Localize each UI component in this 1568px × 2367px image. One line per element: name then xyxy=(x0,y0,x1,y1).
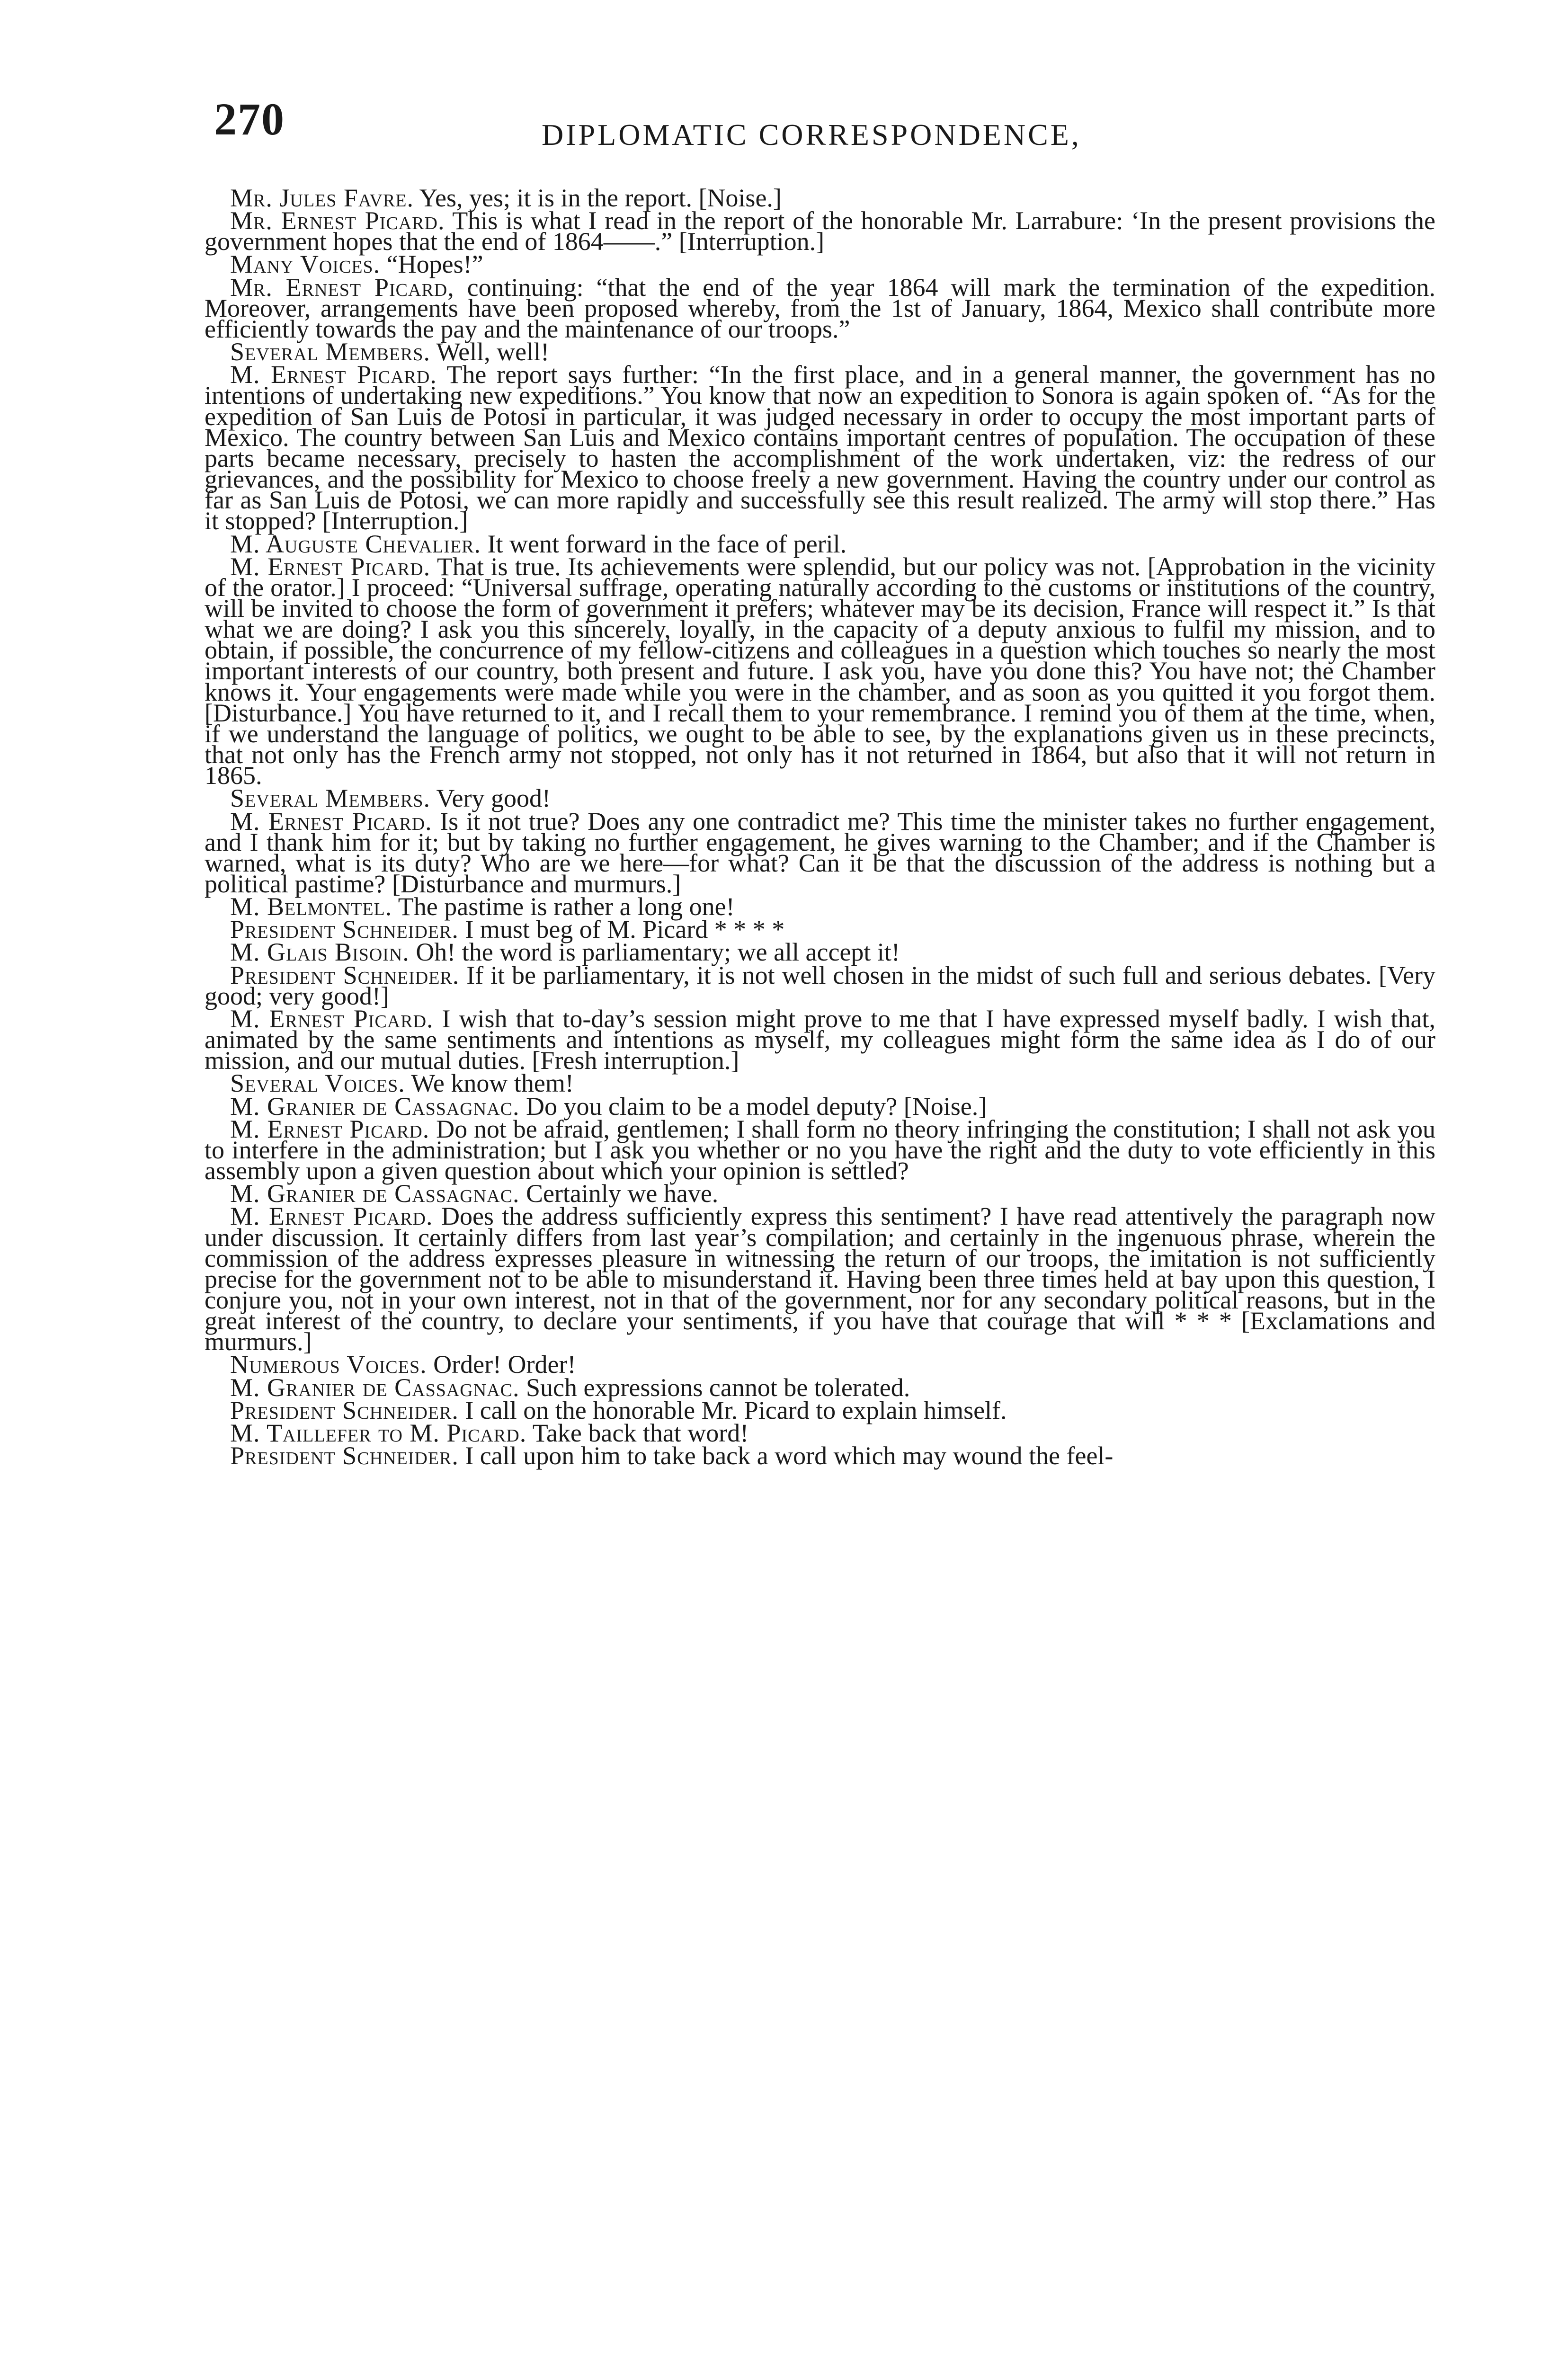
speaker-name: M. Ernest Picard. xyxy=(230,1004,434,1033)
paragraph-text: Certainly we have. xyxy=(526,1179,719,1208)
speaker-name: M. Taillefer to M. Picard. xyxy=(230,1418,527,1447)
speaker-name: M. Belmontel. xyxy=(230,892,392,921)
paragraph xyxy=(205,1350,1435,1379)
paragraph-text: Yes, yes; it is in the report. [Noise.] xyxy=(419,184,782,212)
speaker-name: M. Granier de Cassagnac. xyxy=(230,1179,520,1208)
paragraph xyxy=(205,807,1436,898)
paragraph xyxy=(205,1114,1436,1185)
speaker-name: M. Auguste Chevalier. xyxy=(230,529,481,558)
paragraph-text: I call upon him to take back a word which may wound the feel- xyxy=(465,1442,1114,1470)
paragraph-text: We know them! xyxy=(411,1069,574,1098)
speaker-name: Mr. Jules Favre. xyxy=(230,184,414,212)
paragraph xyxy=(205,1179,1435,1208)
speaker-name: M. Ernest Picard. xyxy=(230,1114,430,1143)
paragraph xyxy=(205,1373,1435,1402)
paragraph-text: Take back that word! xyxy=(532,1418,749,1447)
paragraph xyxy=(205,938,1435,967)
paragraph xyxy=(205,915,1435,944)
paragraph-text: Oh! the word is parliamentary; we all accept it! xyxy=(416,938,900,967)
paragraph-text: continuing: “that the end of the year 1864 will mark the termination of the expedition. Moreover, arrangements have been proposed whereby, from the 1st of January, 1864, Mexico shall contribute more efficiently towards the pay and the maintenance of our troops.” xyxy=(205,273,1435,343)
speaker-name: M. Glais Bisoin. xyxy=(230,938,410,967)
page-header xyxy=(214,93,1431,154)
paragraph xyxy=(205,552,1435,790)
paragraph xyxy=(205,1396,1435,1424)
paragraph-text: Order! Order! xyxy=(433,1350,576,1379)
paragraph-text: I call on the honorable Mr. Picard to explain himself. xyxy=(465,1396,1007,1424)
speaker-name: Many Voices. xyxy=(230,250,381,279)
paragraph xyxy=(205,1004,1436,1075)
body-text xyxy=(205,184,1436,1470)
paragraph xyxy=(205,961,1435,1010)
paragraph xyxy=(205,206,1435,256)
paragraph-text: I wish that to-day’s session might prove to me that I have expressed myself badly. I wish that, animated by the same sentiments and intentions as myself, my colleagues might form the same idea as I do of our mission, and our mutual duties. [Fresh interruption.] xyxy=(205,1004,1436,1075)
speaker-name: Several Members. xyxy=(230,338,430,366)
paragraph-text: Such expressions cannot be tolerated. xyxy=(526,1373,910,1402)
speaker-name: Numerous Voices. xyxy=(230,1350,427,1379)
paragraph-text: I must beg of M. Picard * * * * xyxy=(465,915,785,944)
paragraph-text: This is what I read in the report of the honorable Mr. Larrabure: ‘In the present provisions the government hopes that the end of 1864——.” [Interruption.] xyxy=(205,206,1435,256)
paragraph xyxy=(205,892,1435,921)
speaker-name: Mr. Ernest Picard. xyxy=(230,206,445,235)
speaker-name: M. Ernest Picard. xyxy=(230,552,431,581)
page-number: 270 xyxy=(214,94,285,144)
paragraph xyxy=(205,273,1435,343)
paragraph-text: Do not be afraid, gentlemen; I shall form no theory infringing the constitution; I shall not ask you to interfere in the administration; but I ask you whether or no you have the right and the duty to vote efficiently in this assembly upon a given question about which your opinion is settled? xyxy=(205,1114,1436,1185)
paragraph-text: Well, well! xyxy=(436,338,550,366)
paragraph xyxy=(205,1418,1435,1447)
paragraph xyxy=(205,1092,1435,1121)
paragraph xyxy=(205,360,1435,535)
paragraph-text: Very good! xyxy=(436,784,551,813)
paragraph xyxy=(205,1202,1436,1356)
speaker-name: President Schneider. xyxy=(230,1396,459,1424)
speaker-name: President Schneider. xyxy=(230,1442,459,1470)
speaker-name: Several Voices. xyxy=(230,1069,405,1098)
paragraph xyxy=(205,1442,1435,1470)
paragraph-text: Is it not true? Does any one contradict me? This time the minister takes no further engagement, and I thank him for it; but by taking no further engagement, he gives warning to the Chamber; and if the Chamber is warned, what is its duty? Who are we here—for what? Can it be that the discussion of the address is nothing but a political pastime? [Disturbance and murmurs.] xyxy=(205,807,1436,898)
paragraph-text: If it be parliamentary, it is not well chosen in the midst of such full and serious debates. [Very good; very good!] xyxy=(205,961,1435,1010)
speaker-name: President Schneider. xyxy=(230,961,460,989)
speaker-name: Several Members. xyxy=(230,784,430,813)
running-title: DIPLOMATIC CORRESPONDENCE, xyxy=(542,118,1081,151)
paragraph-text: The report says further: “In the first place, and in a general manner, the government has no intentions of undertaking new expeditions.” You know that now an expedition to Sonora is again spoken of. “As for the expedition of San Luis de Potosi in particular, it was judged necessary in order to occupy the most important parts of Mexico. The country between San Luis and Mexico contains important centres of population. The occupation of these parts became necessary, precisely to hasten the accomplishment of the work undertaken, viz: the redress of our grievances, and the possibility for Mexico to choose freely a new government. Having the country under our control as far as San Luis de Potosi, we can more rapidly and successfully see this result realized. The army will stop there.” Has it stopped? [Interruption.] xyxy=(205,360,1435,535)
paragraph xyxy=(205,784,1435,813)
paragraph-text: “Hopes!” xyxy=(386,250,483,279)
paragraph-text: Does the address sufficiently express this sentiment? I have read attentively the paragraph now under discussion. It certainly differs from last year’s compilation; and certainly in the ingenuous phrase, wherein the commission of the address expresses pleasure in witnessing the return of our troops, the imitation is not sufficiently precise for the government not to be able to misunderstand it. Having been three times held at bay upon this question, I conjure you, not in your own interest, not in that of the government, nor for any secondary political reasons, but in the great interest of the country, to declare your sentiments, if you have that courage that will * * * [Exclamations and murmurs.] xyxy=(205,1202,1436,1356)
paragraph xyxy=(205,338,1435,366)
paragraph-text: Do you claim to be a model deputy? [Noise.] xyxy=(526,1092,987,1121)
speaker-name: M. Granier de Cassagnac. xyxy=(230,1092,520,1121)
speaker-name: Mr. Ernest Picard, xyxy=(230,273,454,302)
speaker-name: M. Ernest Picard. xyxy=(230,807,432,836)
speaker-name: M. Ernest Picard. xyxy=(230,360,437,389)
paragraph-text: The pastime is rather a long one! xyxy=(398,892,735,921)
speaker-name: President Schneider. xyxy=(230,915,459,944)
speaker-name: M. Granier de Cassagnac. xyxy=(230,1373,520,1402)
paragraph xyxy=(205,1069,1435,1098)
paragraph xyxy=(205,529,1435,558)
paragraph xyxy=(205,250,1435,279)
paragraph xyxy=(205,184,1435,212)
paragraph-text: It went forward in the face of peril. xyxy=(487,529,847,558)
speaker-name: M. Ernest Picard. xyxy=(230,1202,433,1231)
paragraph-text: That is true. Its achievements were splendid, but our policy was not. [Approbation in the vicinity of the orator.] I proceed: “Universal suffrage, operating naturally according to the customs or institutions of the country, will be invited to choose the form of government it prefers; whatever may be its decision, France will respect it.” Is that what we are doing? I ask you this sincerely, loyally, in the capacity of a deputy anxious to fulfil my mission, and to obtain, if possible, the concurrence of my fellow-citizens and colleagues in a question which touches so nearly the most important interests of our country, both present and future. I ask you, have you done this? You have not; the Chamber knows it. Your engagements were made while you were in the chamber, and as soon as you quitted it you forgot them. [Disturbance.] You have returned to it, and I recall them to your remembrance. I remind you of them at the time, when, if we understand the language of politics, we ought to be able to see, by the explanations given us in these precincts, that not only has the French army not stopped, not only has it not returned in 1864, but also that it will not return in 1865. xyxy=(205,552,1435,790)
